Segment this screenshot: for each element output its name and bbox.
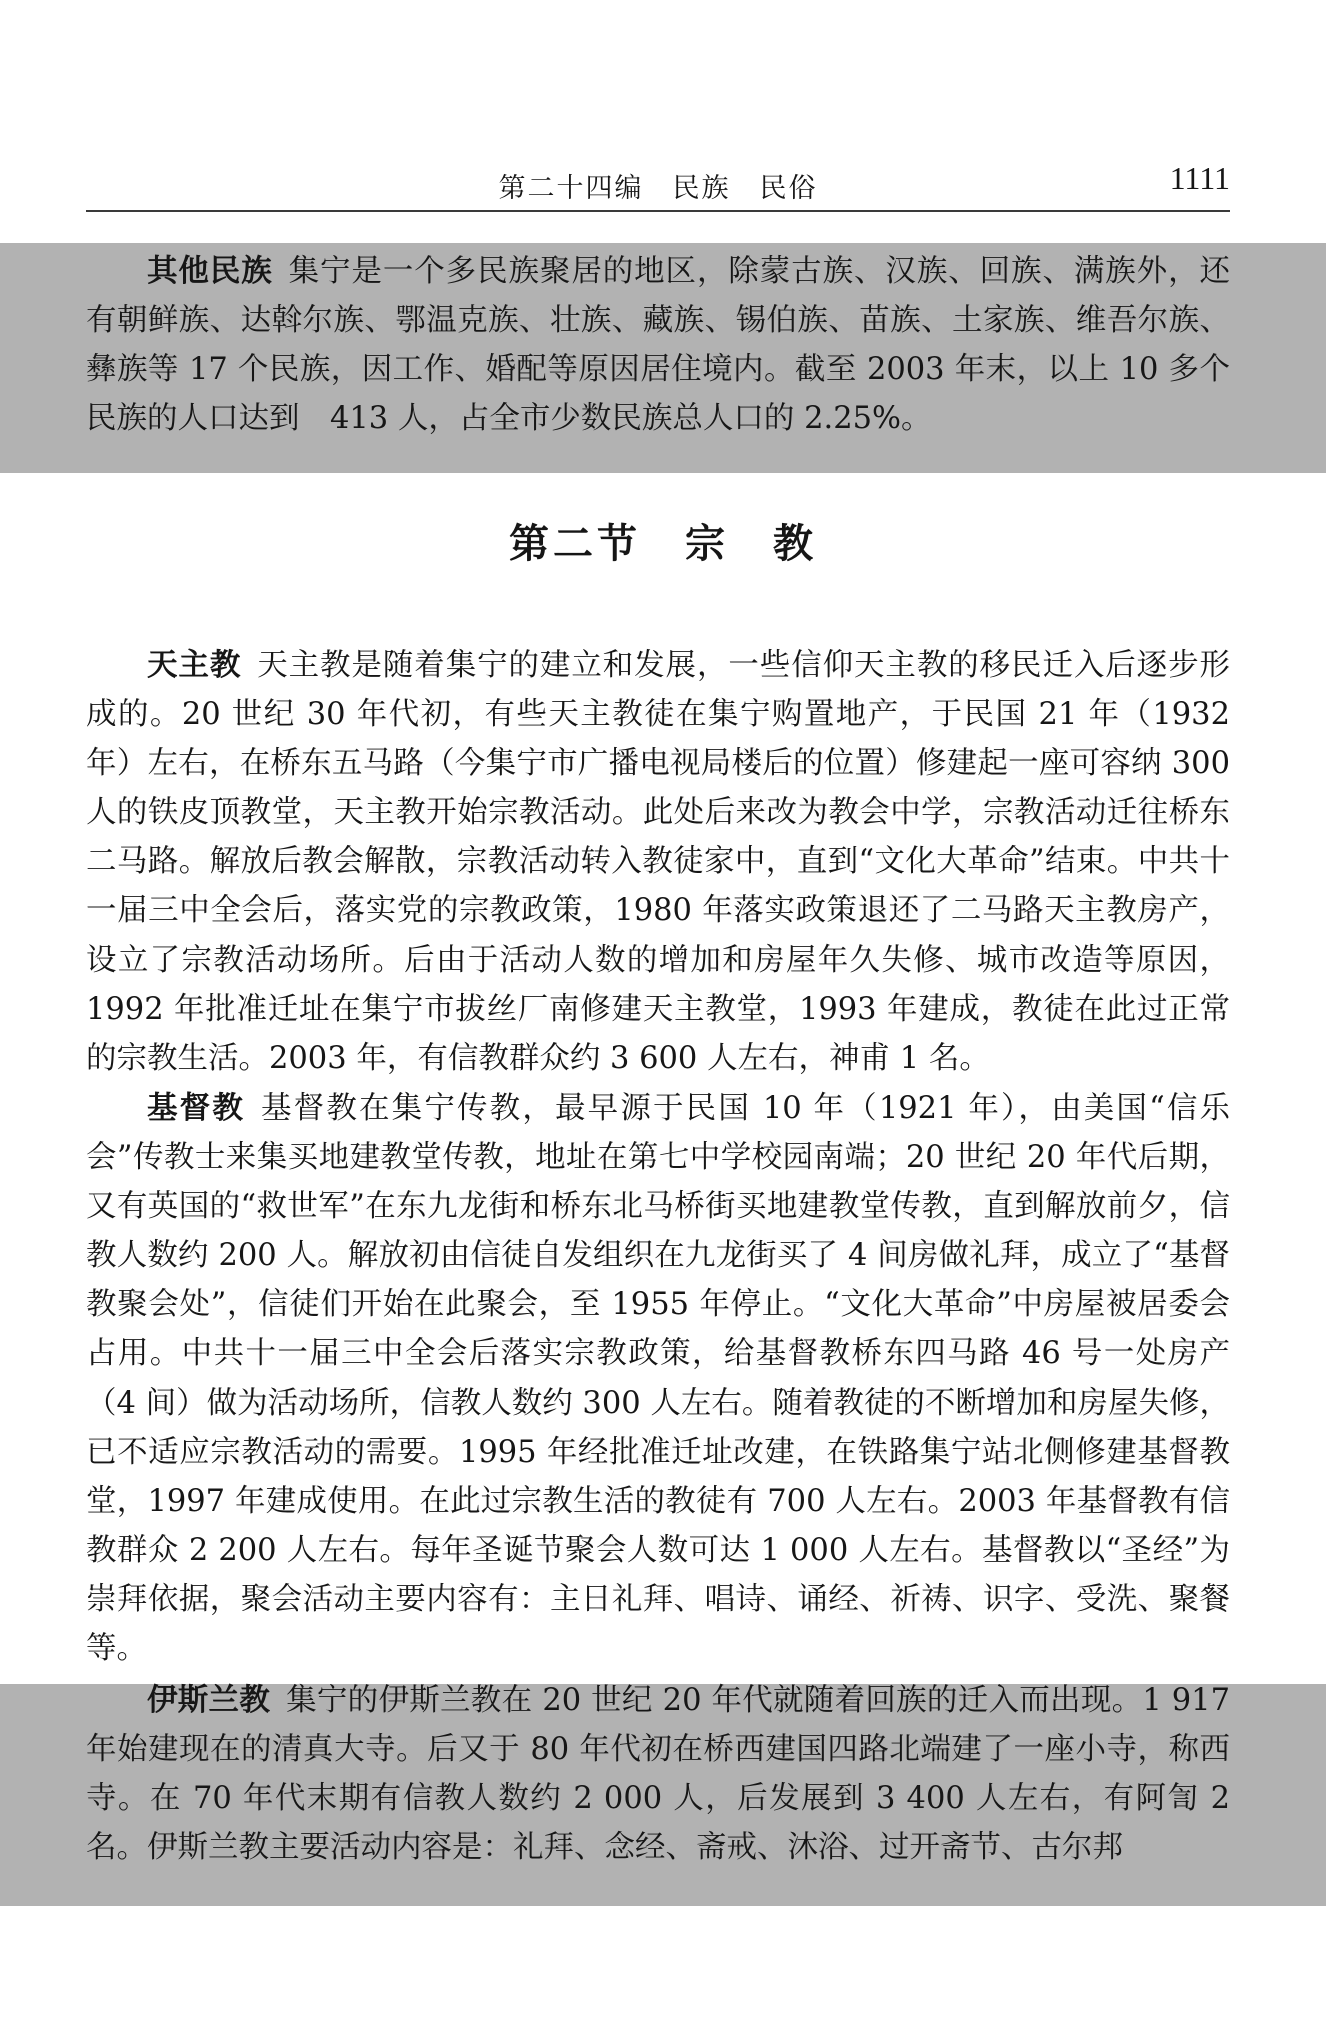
- paragraph-other-ethnic-groups: [86, 247, 1230, 443]
- section-heading: 第二节 宗 教: [509, 520, 817, 567]
- paragraph-body: 集宁是一个多民族聚居的地区，除蒙古族、汉族、回族、满族外，还有朝鲜族、达斡尔族、鄂温克族、壮族、藏族、锡伯族、苗族、土家族、维吾尔族、彝族等 17 个民族，因工作、婚配等原因居住境内。截至 2003 年末，以上 10 多个民族的人口达到 413 人，占全市少数民族总人口的 2.25%。: [86, 254, 1231, 437]
- paragraph-christianity: [86, 1084, 1230, 1673]
- paragraph-catholicism: [86, 641, 1230, 1083]
- running-header: [86, 158, 1230, 212]
- paragraph-lead-term: 基督教: [147, 1090, 245, 1126]
- page-number: 1111: [1169, 160, 1230, 196]
- paragraph-body: 天主教是随着集宁的建立和发展，一些信仰天主教的移民迁入后逐步形成的。20 世纪 30 年代初，有些天主教徒在集宁购置地产，于民国 21 年（1932 年）左右，在桥东五马路（今集宁市广播电视局楼后的位置）修建起一座可容纳 300 人的铁皮顶教堂，天主教开始宗教活动。此处后来改为教会中学，宗教活动迁往桥东二马路。解放后教会解散，宗教活动转入教徒家中，直到“文化大革命”结束。中共十一届三中全会后，落实党的宗教政策，1980 年落实政策退还了二马路天主教房产，设立了宗教活动场所。后由于活动人数的增加和房屋年久失修、城市改造等原因，1992 年批准迁址在集宁市拔丝厂南修建天主教堂，1993 年建成，教徒在此过正常的宗教生活。2003 年，有信教群众约 3 600 人左右，神甫 1 名。: [86, 648, 1231, 1076]
- running-header-title: 第二十四编 民族 民俗: [498, 173, 818, 204]
- paragraph-lead-term: 伊斯兰教: [147, 1682, 271, 1718]
- paragraph-lead-term: 其他民族: [147, 253, 273, 289]
- paragraph-body: 基督教在集宁传教，最早源于民国 10 年（1921 年），由美国“信乐会”传教士来集买地建教堂传教，地址在第七中学校园南端；20 世纪 20 年代后期，又有英国的“救世军”在东九龙街和桥东北马桥街买地建教堂传教，直到解放前夕，信教人数约 200 人。解放初由信徒自发组织在九龙街买了 4 间房做礼拜，成立了“基督教聚会处”，信徒们开始在此聚会，至 1955 年停止。“文化大革命”中房屋被居委会占用。中共十一届三中全会后落实宗教政策，给基督教桥东四马路 46 号一处房产（4 间）做为活动场所，信教人数约 300 人左右。随着教徒的不断增加和房屋失修，已不适应宗教活动的需要。1995 年经批准迁址改建，在铁路集宁站北侧修建基督教堂，1997 年建成使用。在此过宗教生活的教徒有 700 人左右。2003 年基督教有信教群众 2 200 人左右。每年圣诞节聚会人数可达 1 000 人左右。基督教以“圣经”为崇拜依据，聚会活动主要内容有：主日礼拜、唱诗、诵经、祈祷、识字、受洗、聚餐等。: [86, 1091, 1230, 1667]
- paragraph-body: 集宁的伊斯兰教在 20 世纪 20 年代就随着回族的迁入而出现。1 917 年始建现在的清真大寺。后又于 80 年代初在桥西建国四路北端建了一座小寺，称西寺。在 70 年代末期有信教人数约 2 000 人，后发展到 3 400 人左右，有阿訇 2 名。伊斯兰教主要活动内容是：礼拜、念经、斋戒、沐浴、过开斋节、古尔邦: [86, 1683, 1230, 1866]
- paragraph-lead-term: 天主教: [147, 647, 242, 683]
- paragraph-islam: [86, 1676, 1230, 1872]
